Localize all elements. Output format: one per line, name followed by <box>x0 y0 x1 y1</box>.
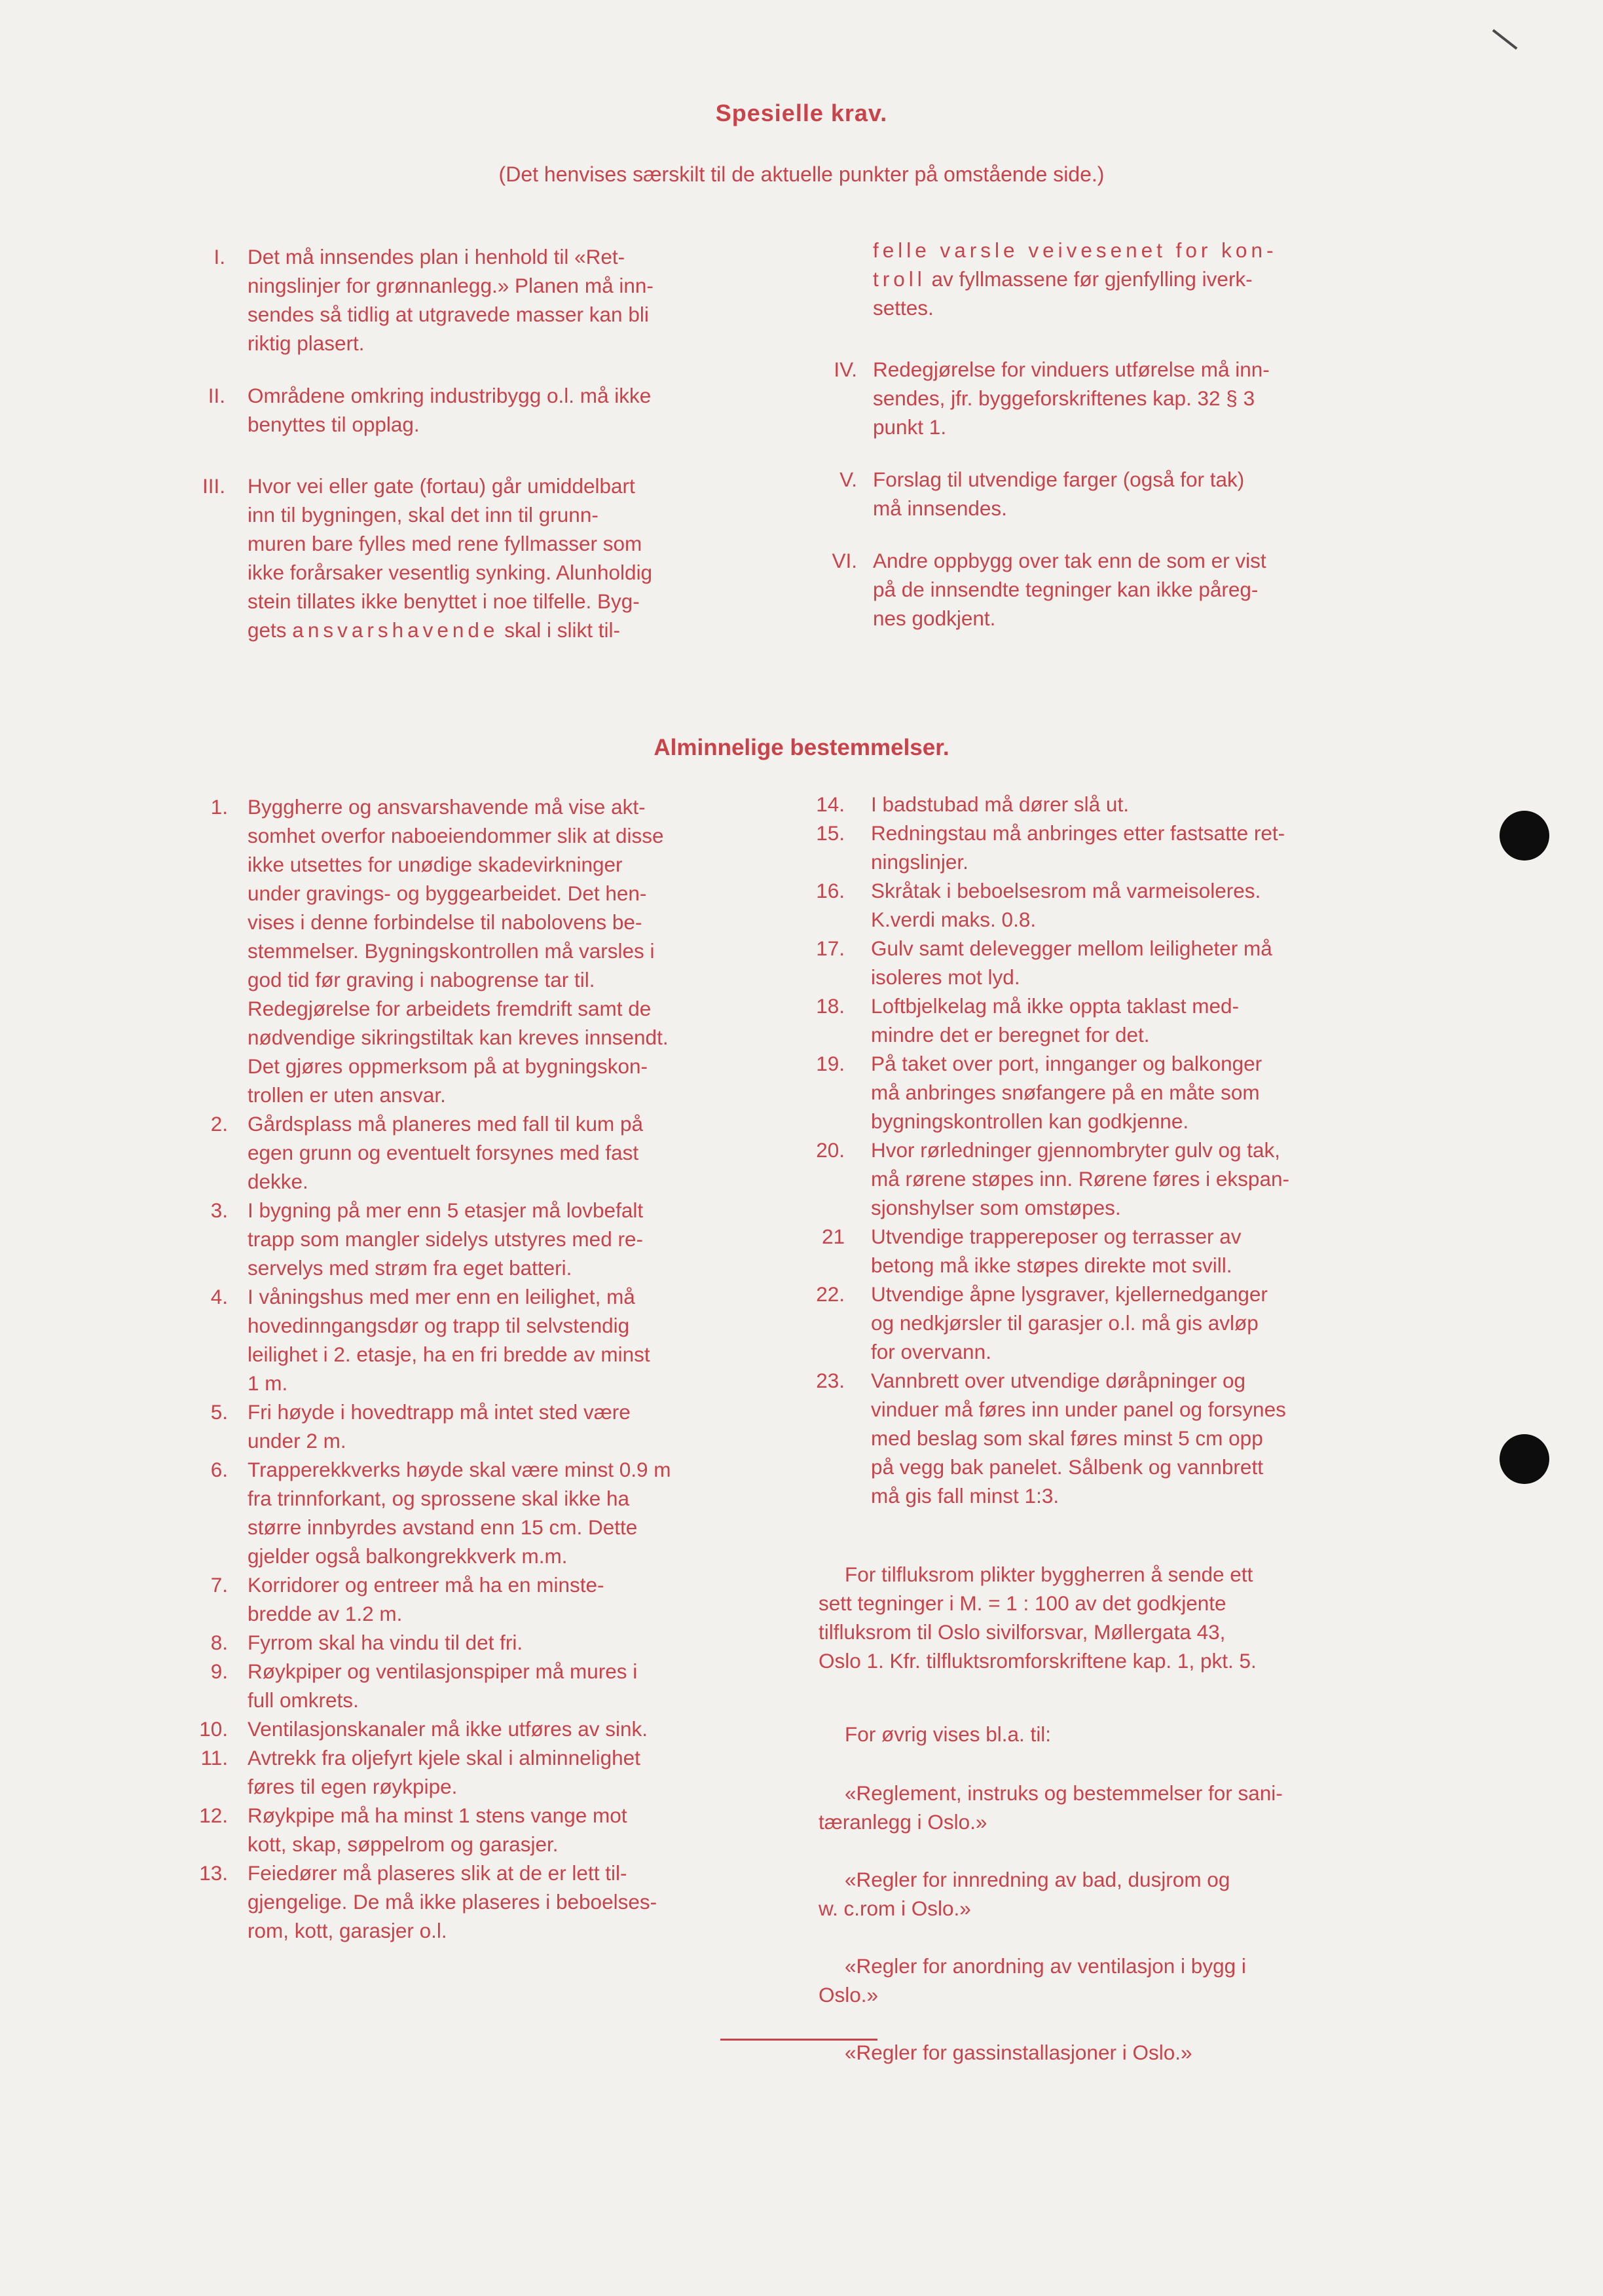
item-number: 14. <box>816 792 845 816</box>
punch-hole-bottom <box>1500 1434 1549 1484</box>
general-right-column <box>805 790 1375 1510</box>
item-number: II. <box>208 384 225 407</box>
general-item <box>805 1280 1375 1366</box>
item-number: 7. <box>210 1573 228 1597</box>
item-text <box>248 472 746 644</box>
general-item <box>196 1455 746 1570</box>
special-item-3-continued <box>822 236 1372 322</box>
general-provisions-title: Alminnelige bestemmelser. <box>654 735 949 760</box>
item-text: Trapperekkverks høyde skal være minst 0.9 m fra trinnforkant, og sprossene skal ikke ha større innbyrdes avstand enn 15 cm. Dette gjelder også balkongrekkverk m.m. <box>248 1458 671 1568</box>
item-number: 11. <box>200 1746 228 1769</box>
item-text: Redegjørelse for vinduers utførelse må inn- sendes, jfr. byggeforskriftenes kap. 32 § 3 punkt 1. <box>873 358 1270 439</box>
item-number: 3. <box>210 1198 228 1222</box>
special-item-6 <box>822 546 1372 633</box>
item-number: 22. <box>816 1282 845 1306</box>
closing-rule <box>720 2039 877 2041</box>
special-item-1 <box>196 242 746 358</box>
general-item <box>805 790 1375 819</box>
item-number: 6. <box>210 1458 228 1481</box>
item-number: 23. <box>816 1369 845 1392</box>
item-text: Korridorer og entreer må ha en minste- bredde av 1.2 m. <box>248 1573 604 1625</box>
item-number: VI. <box>832 549 857 572</box>
references-intro: For øvrig vises bl.a. til: <box>845 1722 1052 1746</box>
item-text: Fri høyde i hovedtrapp må intet sted være under 2 m. <box>248 1400 631 1453</box>
general-item <box>196 1570 746 1628</box>
item-number: 20. <box>816 1138 845 1162</box>
general-item <box>196 792 746 1109</box>
shelter-note: For tilfluksrom plikter byggherren å sende ett sett tegninger i M. = 1 : 100 av det godkjente tilfluksrom til Oslo sivilforsvar, Møllergata 43, Oslo 1. Kfr. tilfluktsromforskriftene kap. 1, pkt. 5. <box>819 1563 1257 1673</box>
special-requirements-title: Spesielle krav. <box>715 100 888 126</box>
general-item <box>805 876 1375 934</box>
special-item-5 <box>822 465 1372 523</box>
item-number: 4. <box>210 1285 228 1308</box>
reference-item: «Regler for anordning av ventilasjon i bygg i Oslo.» <box>819 1954 1246 2007</box>
item-number: 16. <box>816 879 845 902</box>
special-item-2 <box>196 381 746 439</box>
general-item <box>196 1196 746 1282</box>
item-number: 19. <box>816 1052 845 1075</box>
item-number: 10. <box>199 1717 228 1741</box>
general-item <box>805 819 1375 876</box>
item-number: 9. <box>210 1659 228 1683</box>
item-text: Røykpipe må ha minst 1 stens vange mot kott, skap, søppelrom og garasjer. <box>248 1804 627 1856</box>
general-item <box>196 1743 746 1801</box>
item-text: Hvor rørledninger gjennombryter gulv og tak, må rørene støpes inn. Rørene føres i ekspan- sjonshylser som omstøpes. <box>871 1138 1289 1219</box>
item-text-part: skal i slikt til- <box>498 618 620 642</box>
item-text: Områdene omkring industribygg o.l. må ikke benyttes til opplag. <box>248 384 652 436</box>
corner-pencil-mark <box>1492 29 1518 49</box>
general-item <box>196 1859 746 1945</box>
item-text: Ventilasjonskanaler må ikke utføres av sink. <box>248 1717 648 1741</box>
references-list <box>819 1750 1374 2096</box>
item-text: Gulv samt delevegger mellom leiligheter må isoleres mot lyd. <box>871 936 1272 989</box>
item-text-part: Hvor vei eller gate (fortau) går umiddelbart inn til bygningen, skal det inn til grunn- muren bare fylles med rene fyllmasser som ikke forårsaker vesentlig synking. Alunholdig stein tillates ikke benyttet i noe tilfelle. Byg- gets <box>248 474 653 642</box>
item-number: 2. <box>210 1112 228 1136</box>
general-left-column <box>196 792 746 1945</box>
item-text: På taket over port, innganger og balkonger må anbringes snøfangere på en måte som bygningskontrollen kan godkjenne. <box>871 1052 1262 1133</box>
special-item-4 <box>822 355 1372 441</box>
item-text <box>873 236 1372 322</box>
reference-item: «Regler for gassinstallasjoner i Oslo.» <box>845 2041 1192 2064</box>
item-text: Vannbrett over utvendige døråpninger og vinduer må føres inn under panel og forsynes med beslag som skal føres minst 5 cm opp på vegg bak panelet. Sålbenk og vannbrett må gis fall minst 1:3. <box>871 1369 1286 1508</box>
general-item <box>805 934 1375 991</box>
item-text: Forslag til utvendige farger (også for tak) må innsendes. <box>873 468 1245 520</box>
item-text: Det må innsendes plan i henhold til «Ret- ningslinjer for grønnanlegg.» Planen må inn- sendes så tidlig at utgravede masser kan bli riktig plasert. <box>248 245 654 355</box>
general-item <box>196 1628 746 1657</box>
item-number: III. <box>202 474 225 498</box>
item-text-part: av fyllmassene før gjenfylling iverk- settes. <box>873 267 1253 320</box>
general-item <box>805 1136 1375 1222</box>
item-number: 12. <box>199 1804 228 1827</box>
item-text-spaced: felle varsle veivesenet for kon- troll <box>873 238 1278 291</box>
general-item <box>196 1714 746 1743</box>
item-text: Loftbjelkelag må ikke oppta taklast med- mindre det er beregnet for det. <box>871 994 1240 1046</box>
item-text: I bygning på mer enn 5 etasjer må lovbefalt trapp som mangler sidelys utstyres med re- servelys med strøm fra eget batteri. <box>248 1198 644 1280</box>
general-item <box>196 1282 746 1398</box>
item-number: IV. <box>834 358 857 381</box>
special-left-column <box>196 242 746 644</box>
item-text: Avtrekk fra oljefyrt kjele skal i alminnelighet føres til egen røykpipe. <box>248 1746 640 1798</box>
general-item <box>805 991 1375 1049</box>
item-text: Utvendige trappereposer og terrasser av betong må ikke støpes direkte mot svill. <box>871 1225 1242 1277</box>
item-number: 18. <box>816 994 845 1018</box>
item-text: Fyrrom skal ha vindu til det fri. <box>248 1631 523 1654</box>
item-number: 8. <box>210 1631 228 1654</box>
item-number: 21 <box>821 1225 845 1248</box>
item-number: V. <box>839 468 857 491</box>
item-number: 13. <box>199 1861 228 1885</box>
item-text: Røykpiper og ventilasjonspiper må mures i full omkrets. <box>248 1659 638 1712</box>
item-text: Feiedører må plaseres slik at de er lett til- gjengelige. De må ikke plaseres i beboelses- rom, kott, garasjer o.l. <box>248 1861 657 1942</box>
punch-hole-top <box>1500 811 1549 861</box>
special-requirements-subtitle: (Det henvises særskilt til de aktuelle punkter på omstående side.) <box>498 162 1105 186</box>
general-item <box>196 1657 746 1714</box>
general-item <box>805 1222 1375 1280</box>
item-number: I. <box>213 245 225 268</box>
item-text: Gårdsplass må planeres med fall til kum på egen grunn og eventuelt forsynes med fast dekke. <box>248 1112 644 1193</box>
item-text: Andre oppbygg over tak enn de som er vist på de innsendte tegninger kan ikke påreg- nes godkjent. <box>873 549 1266 630</box>
item-text: Utvendige åpne lysgraver, kjellernedganger og nedkjørsler til garasjer o.l. må gis avløp for overvann. <box>871 1282 1268 1363</box>
item-number: 5. <box>210 1400 228 1424</box>
general-item <box>196 1109 746 1196</box>
general-item <box>805 1366 1375 1510</box>
item-text-spaced: ansvarshavende <box>292 618 499 642</box>
item-number: 1. <box>210 795 228 819</box>
general-item <box>805 1049 1375 1136</box>
general-item <box>196 1398 746 1455</box>
item-text: Skråtak i beboelsesrom må varmeisoleres. K.verdi maks. 0.8. <box>871 879 1261 931</box>
item-text: I badstubad må dører slå ut. <box>871 792 1129 816</box>
item-text: Byggherre og ansvarshavende må vise akt- somhet overfor naboeiendommer slik at disse ikke utsettes for unødige skadevirkninger under gravings- og byggearbeidet. Det hen- vises i denne forbindelse til nabolovens be- stemmelser. Bygningskontrollen må varsles i god tid før graving i nabogrense tar til. Redegjørelse for arbeidets fremdrift samt de nødvendige sikringstiltak kan kreves innsendt. Det gjøres oppmerksom på at bygningskon- trollen er uten ansvar. <box>248 795 669 1107</box>
special-item-3 <box>196 472 746 644</box>
reference-item: «Regler for innredning av bad, dusjrom og w. c.rom i Oslo.» <box>819 1868 1230 1920</box>
item-text: I våningshus med mer enn en leilighet, må hovedinngangsdør og trapp til selvstendig leilighet i 2. etasje, ha en fri bredde av minst 1 m. <box>248 1285 650 1395</box>
item-number: 15. <box>816 821 845 845</box>
reference-item: «Reglement, instruks og bestemmelser for sani- tæranlegg i Oslo.» <box>819 1781 1283 1834</box>
item-number: 17. <box>816 936 845 960</box>
item-text: Redningstau må anbringes etter fastsatte ret- ningslinjer. <box>871 821 1285 874</box>
special-right-column <box>822 236 1372 633</box>
general-item <box>196 1801 746 1859</box>
